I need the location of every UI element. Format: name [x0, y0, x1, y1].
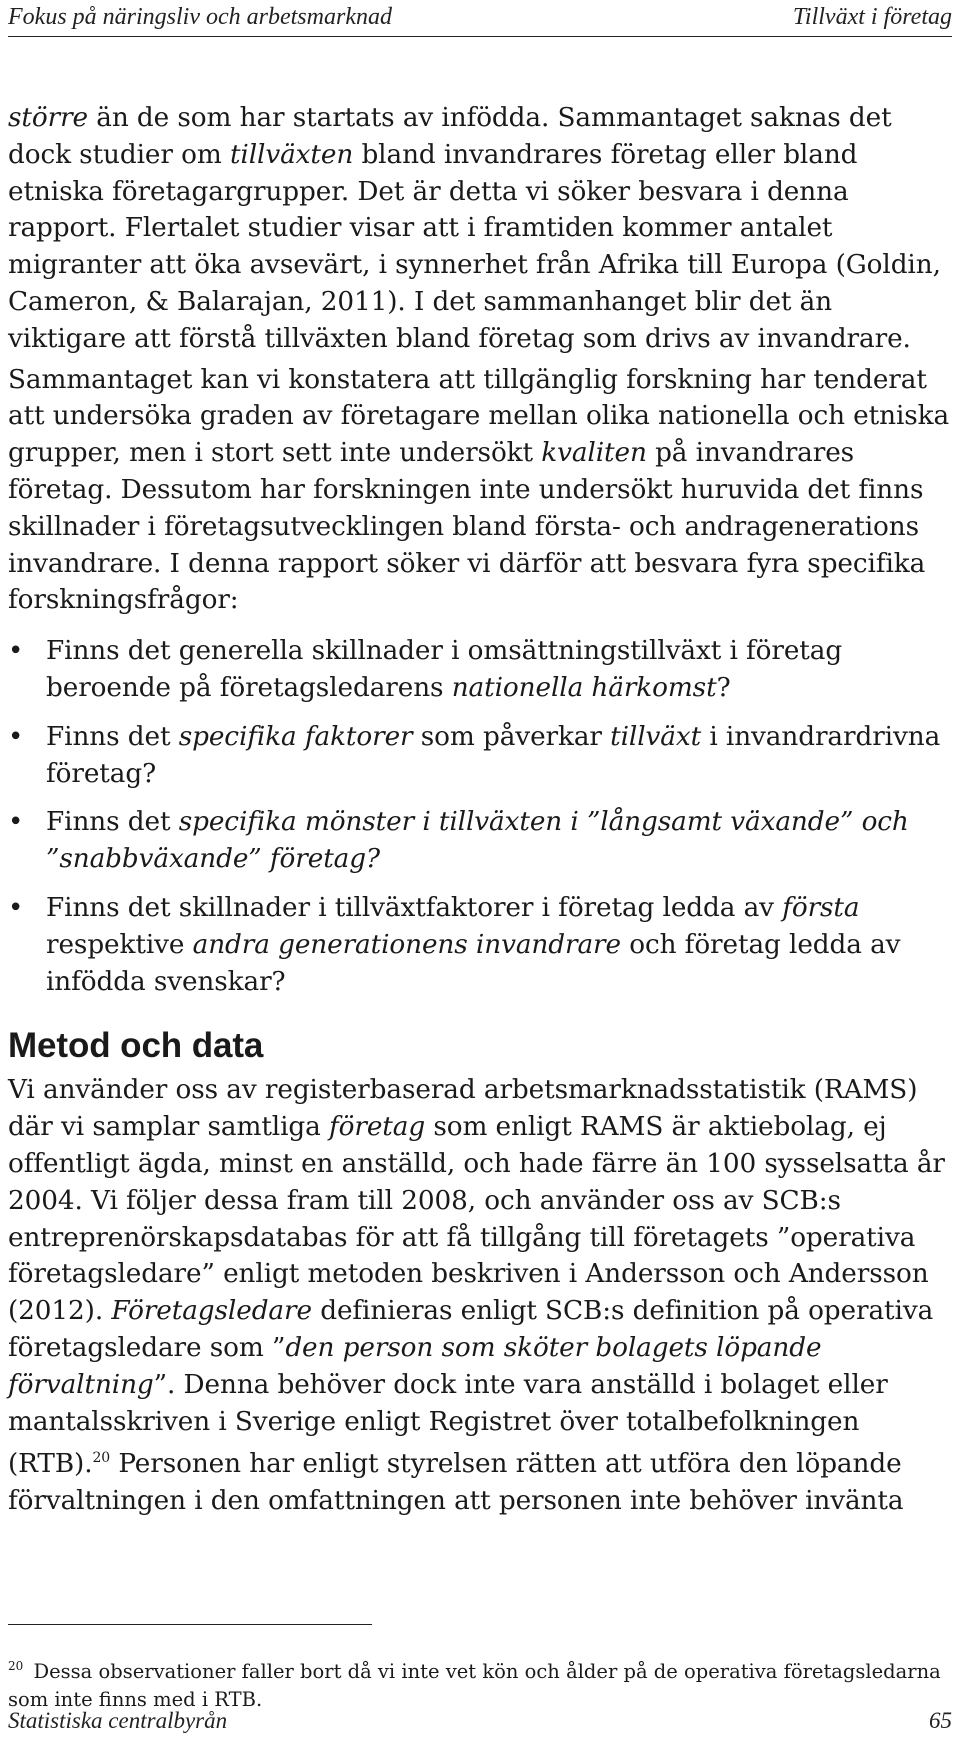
- emphasis-text: kvaliten: [541, 438, 647, 469]
- emphasis-text: nationella härkomst: [451, 672, 717, 703]
- bullet-marker: •: [8, 892, 24, 923]
- paragraph-intro-continued: [8, 100, 952, 358]
- emphasis-text: tillväxt: [610, 721, 702, 752]
- list-item: [8, 633, 952, 707]
- paragraph-text: på invandrares företag. Dessutom har forskningen inte undersökt huruvida det finns skillnader i företagsutvecklingen bland första- och andragenerations invandrare. I denna rapport söker vi därför att besvara fyra specifika forskningsfrågor:: [8, 438, 926, 616]
- section-heading: Metod och data: [8, 1026, 264, 1066]
- list-item-text: ?: [716, 672, 731, 703]
- footnote-number: 20: [8, 1659, 24, 1673]
- emphasis-text: specifika faktorer: [178, 721, 413, 752]
- paragraph-text: Vi använder oss av registerbaserad arbetsmarknadsstatistik (RAMS) där vi samplar samtliga: [8, 1075, 918, 1143]
- footnote-reference: 20: [92, 1450, 111, 1467]
- list-item: [8, 804, 952, 878]
- list-item-text: Finns det: [46, 807, 179, 838]
- footnote: [8, 1652, 952, 1714]
- page-number: 65: [929, 1708, 952, 1733]
- list-item-text: Finns det generella skillnader i omsättningstillväxt i företag beroende på företagsledarens: [46, 636, 843, 703]
- emphasis-text: första: [782, 892, 860, 923]
- emphasis-text: andra generationens invandrare: [192, 929, 621, 960]
- list-item-text: Finns det skillnader i tillväxtfaktorer i företag ledda av: [46, 892, 783, 923]
- footer-publisher: Statistiska centralbyrån: [8, 1708, 228, 1733]
- page-body: [8, 100, 952, 1520]
- running-header: [8, 4, 952, 37]
- paragraph-summary: [8, 362, 952, 620]
- bullet-marker: •: [8, 636, 24, 667]
- emphasis-text: större: [8, 103, 88, 133]
- paragraph-text: Personen har enligt styrelsen rätten att utföra den löpande förvaltningen i den omfattningen att personen inte behöver invänta: [8, 1449, 904, 1517]
- paragraph-text: än de som har startats av infödda. Sammantaget saknas det dock studier om: [8, 103, 892, 170]
- bullet-marker: •: [8, 721, 24, 752]
- list-item-text: och företag ledda av infödda svenskar?: [46, 929, 901, 997]
- emphasis-text: företag: [329, 1112, 426, 1143]
- list-item-text: Finns det: [46, 721, 179, 752]
- footnote-separator: [8, 1624, 372, 1625]
- emphasis-text: den person som sköter bolagets löpande förvaltning: [8, 1332, 822, 1400]
- list-item-text: i invandrardrivna företag?: [46, 721, 941, 789]
- paragraph-text: ”. Denna behöver dock inte vara anställd i bolaget eller mantalsskriven i Sverige enligt Registret över totalbefolkningen (RTB).: [8, 1369, 888, 1480]
- paragraph-text: som enligt RAMS är aktiebolag, ej offentligt ägda, minst en anställd, och hade färre än 100 sysselsatta år 2004. Vi följer dessa fram till 2008, och använder oss av SCB:s entreprenörskapsdatabas för att få tillgång till företagets ”operativa företagsledare” enligt metoden beskriven i Andersson och Andersson (2012).: [8, 1112, 945, 1327]
- header-chapter-title: Tillväxt i företag: [792, 4, 952, 30]
- emphasis-text: tillväxten: [229, 139, 354, 170]
- list-item-text: som påverkar: [412, 721, 611, 752]
- paragraph-text: bland invandrares företag eller bland etniska företagargrupper. Det är detta vi söker besvara i denna rapport. Flertalet studier visar att i framtiden kommer antalet migranter att öka avsevärt, i synnerhet från Afrika till Europa (Goldin, Cameron, & Balarajan, 2011). I det sammanhanget blir det än viktigare att förstå tillväxten bland företag som drivs av invandrare.: [8, 139, 941, 354]
- list-item: [8, 719, 952, 793]
- emphasis-text: specifika mönster i tillväxten i ”långsamt växande” och ”snabbväxande” företag?: [46, 807, 909, 875]
- emphasis-text: Företagsledare: [111, 1296, 312, 1327]
- paragraph-text: Sammantaget kan vi konstatera att tillgänglig forskning har tenderat att undersöka graden av företagare mellan olika nationella och etniska grupper, men i stort sett inte undersökt: [8, 364, 950, 469]
- list-item-text: respektive: [46, 929, 193, 960]
- footnote-text: Dessa observationer faller bort då vi inte vet kön och ålder på de operativa företagsledarna som inte finns med i RTB.: [8, 1660, 941, 1711]
- list-item: [8, 890, 952, 1000]
- paragraph-method: [8, 1072, 952, 1520]
- paragraph-text: definieras enligt SCB:s definition på operativa företagsledare som ”: [8, 1296, 934, 1363]
- research-questions-list: [8, 633, 952, 1000]
- bullet-marker: •: [8, 807, 24, 838]
- header-publication-title: Fokus på näringsliv och arbetsmarknad: [8, 4, 392, 30]
